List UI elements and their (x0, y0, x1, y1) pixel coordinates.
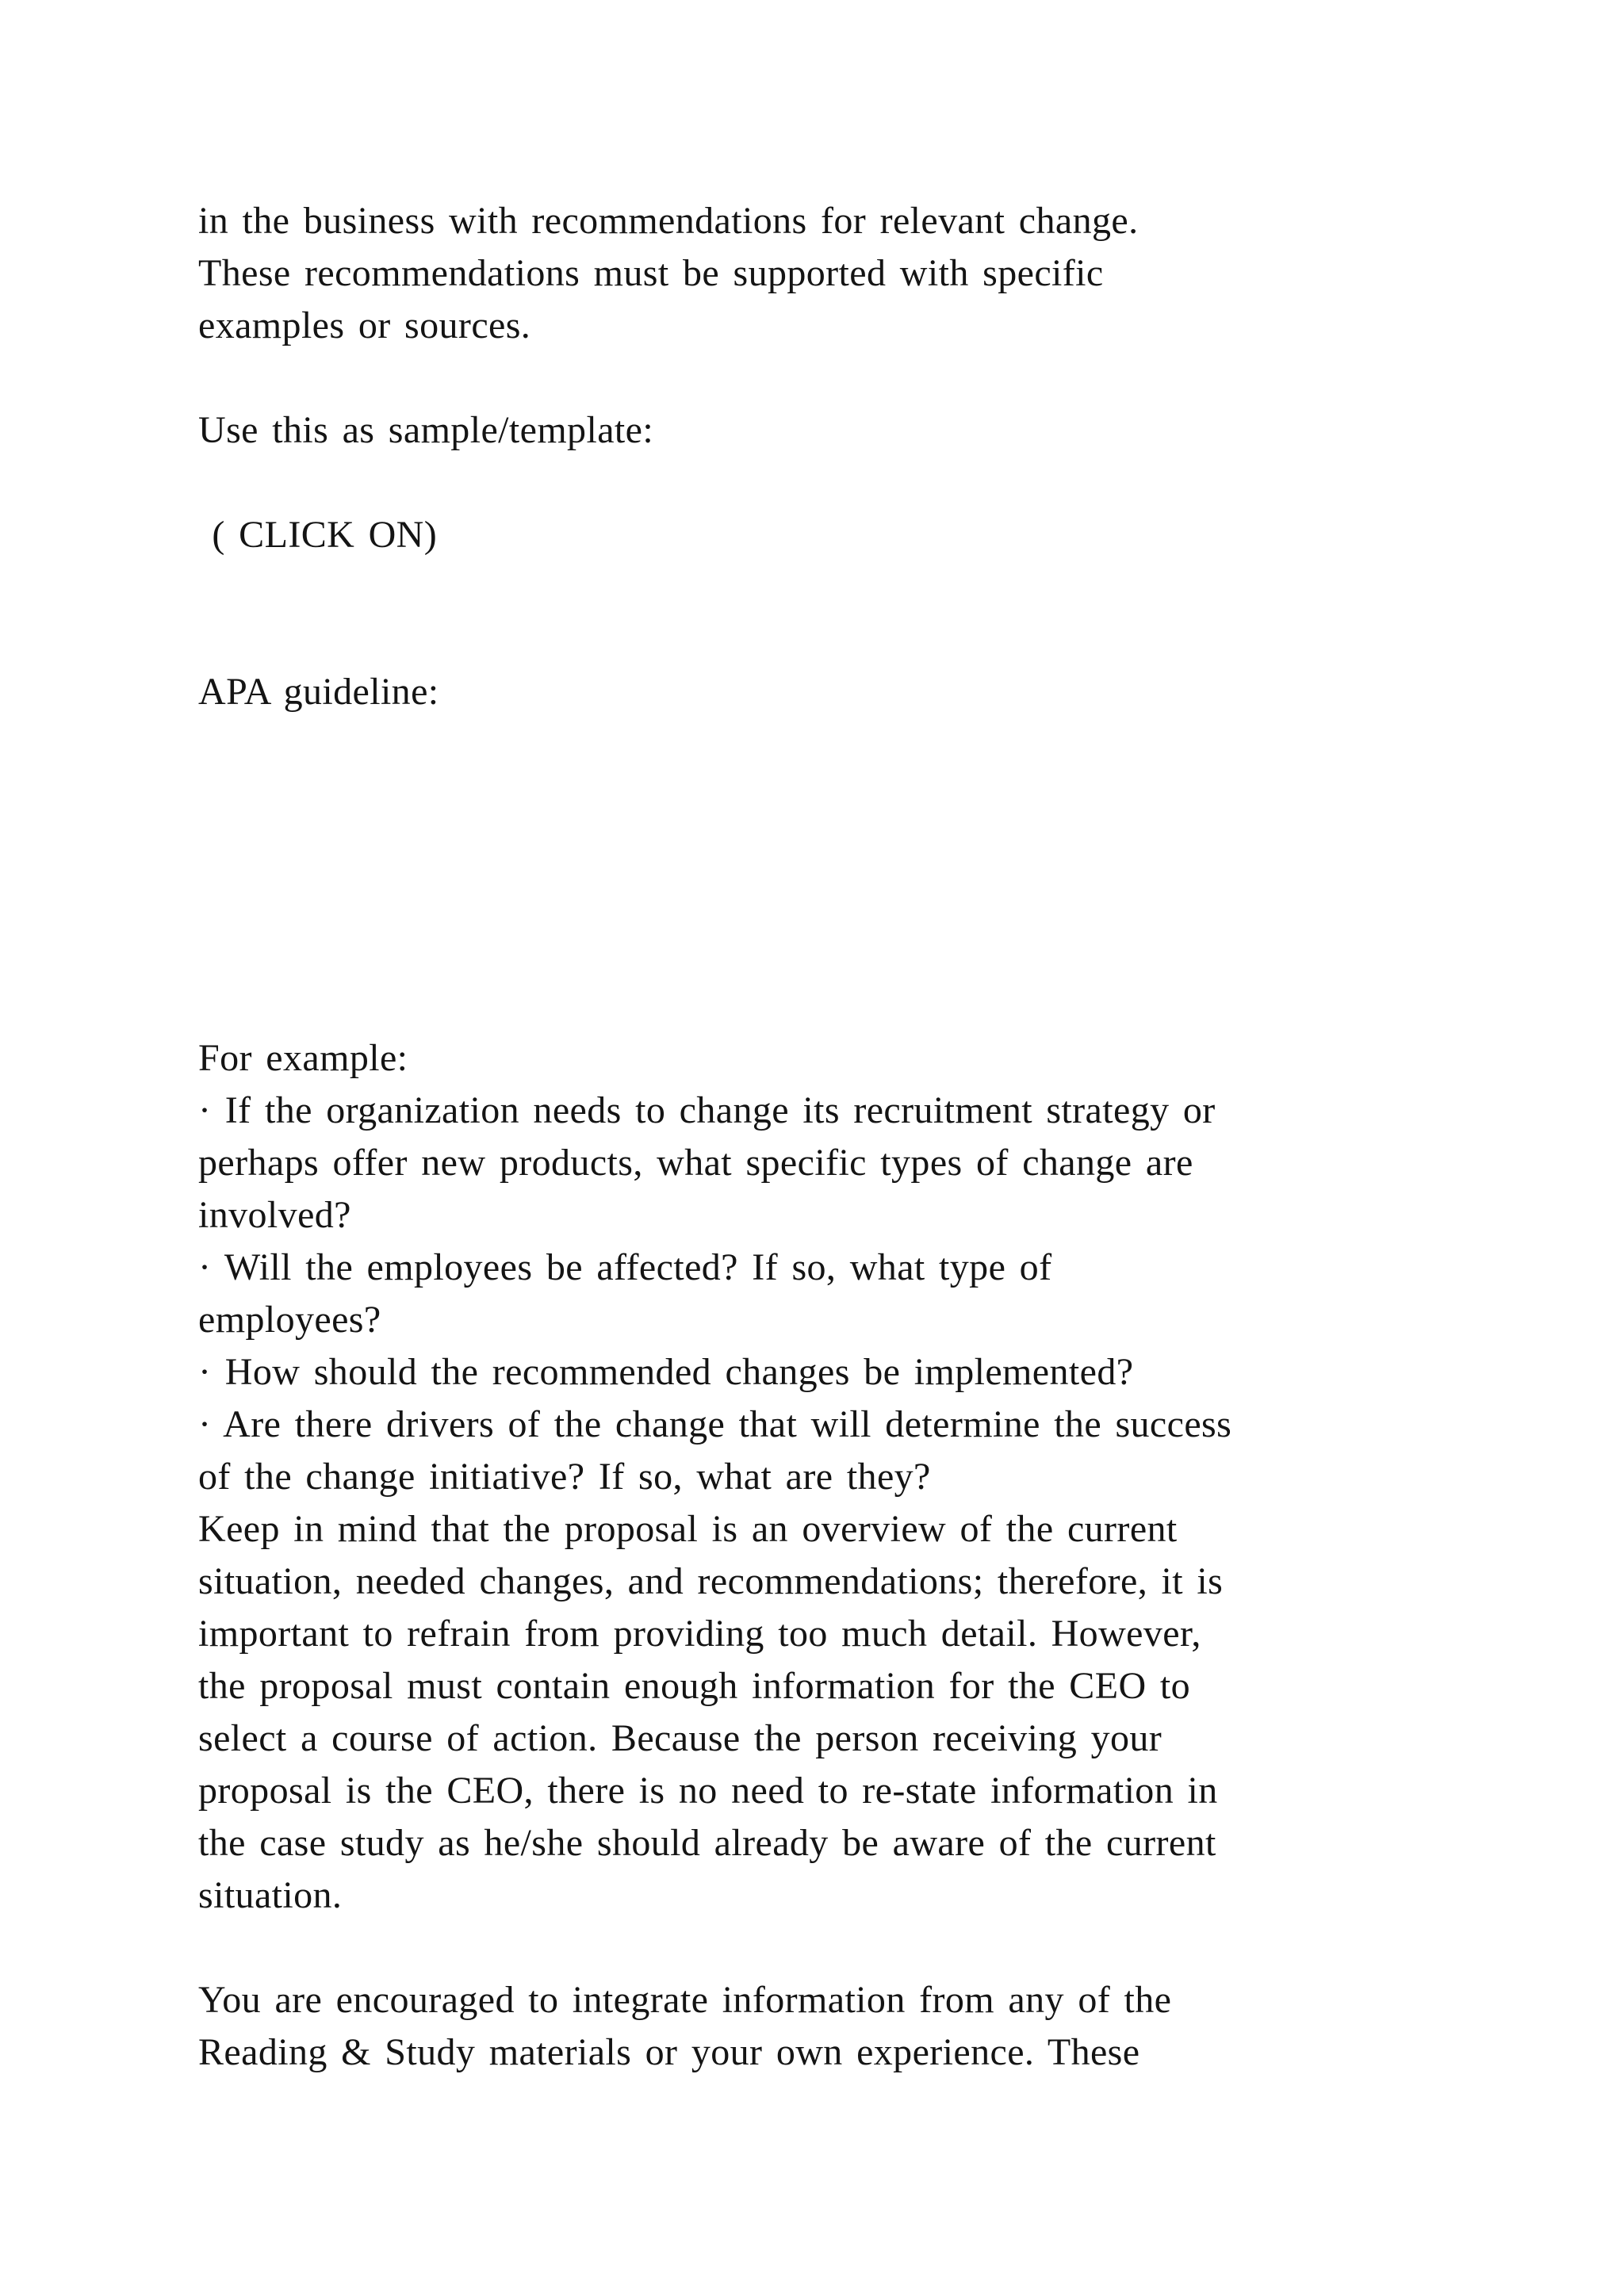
text-line: select a course of action. Because the person receiving your (198, 1717, 1162, 1759)
text-line: the case study as he/she should already be aware of the current (198, 1822, 1216, 1864)
text-line: examples or sources. (198, 304, 531, 346)
bullet-line: · If the organization needs to change its recruitment strategy or (198, 1089, 1216, 1131)
bullet-line: · Are there drivers of the change that will determine the success (198, 1403, 1232, 1445)
text-line: proposal is the CEO, there is no need to re-state information in (198, 1770, 1218, 1812)
apa-guideline-label: APA guideline: (198, 671, 439, 713)
bullet-line: of the change initiative? If so, what are they? (198, 1456, 931, 1498)
text-line: Reading & Study materials or your own experience. These (198, 2031, 1140, 2073)
text-line: You are encouraged to integrate information from any of the (198, 1979, 1172, 2021)
click-on-link[interactable]: ( CLICK ON) (198, 514, 438, 556)
text-line: These recommendations must be supported with specific (198, 252, 1104, 294)
template-intro: Use this as sample/template: (198, 409, 654, 451)
bullet-line: involved? (198, 1194, 351, 1236)
for-example-heading: For example: (198, 1037, 408, 1079)
text-line: important to refrain from providing too much detail. However, (198, 1613, 1201, 1655)
text-line: situation. (198, 1874, 343, 1916)
text-line: in the business with recommendations for relevant change. (198, 200, 1139, 242)
bullet-line: perhaps offer new products, what specific types of change are (198, 1142, 1193, 1184)
text-line: Keep in mind that the proposal is an overview of the current (198, 1508, 1178, 1550)
text-line: the proposal must contain enough information for the CEO to (198, 1665, 1191, 1707)
text-line: situation, needed changes, and recommendations; therefore, it is (198, 1560, 1224, 1602)
bullet-line: employees? (198, 1299, 381, 1341)
bullet-line: · Will the employees be affected? If so, what type of (198, 1246, 1052, 1288)
bullet-line: · How should the recommended changes be implemented? (198, 1351, 1134, 1393)
